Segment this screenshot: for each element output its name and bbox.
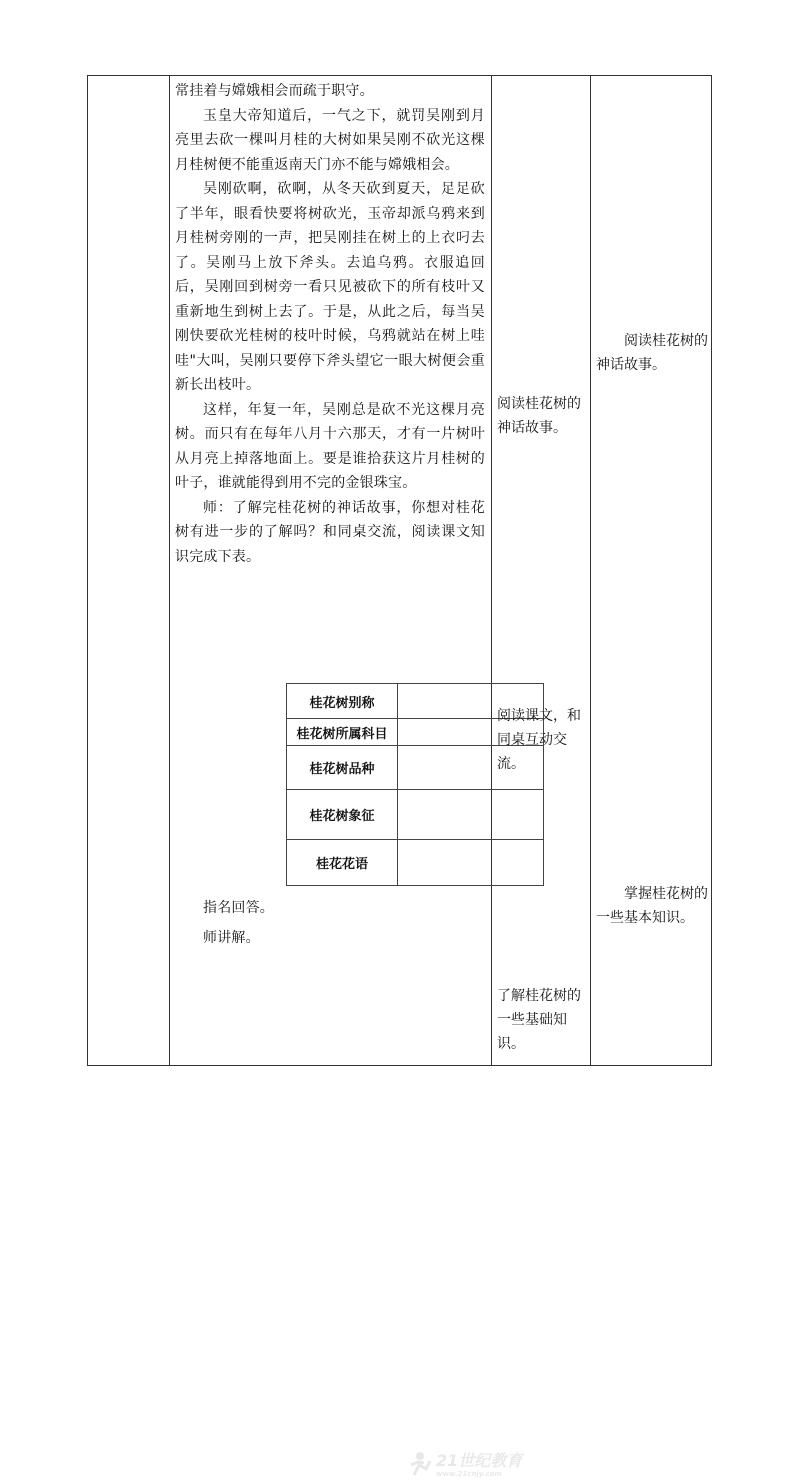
student-activity-content [492, 76, 590, 1065]
student-activity-3: 了解桂花树的一些基础知识。 [497, 988, 581, 1052]
row-label: 桂花花语 [287, 840, 398, 886]
watermark-logo [406, 1449, 546, 1479]
lesson-table [87, 75, 712, 1478]
call-on-answer: 指名回答。 [203, 900, 274, 916]
design-intent-2: 掌握桂花树的一些基本知识。 [596, 886, 708, 926]
story-paragraph-4: 这样，年复一年，吴刚总是砍不光这棵月亮树。而只有在每年八月十六那天，才有一片树叶从月亮上掉落地面上。要是谁拾获这片月桂树的叶子，谁就能得到用不完的金银珠宝。 [175, 401, 485, 491]
story-paragraph-1: 常挂着与嫦娥相会而疏于职守。 [175, 83, 374, 99]
design-intent-cell [591, 76, 712, 1066]
row-label: 桂花树所属科目 [287, 719, 398, 746]
after-table-text [170, 896, 491, 950]
stage-column-cell [88, 76, 170, 1066]
row-label: 桂花树品种 [287, 746, 398, 790]
row-label: 桂花树象征 [287, 790, 398, 840]
watermark-url: www.21cnjy.com [436, 1470, 502, 1478]
row-label: 桂花树别称 [287, 684, 398, 719]
teacher-explains: 师讲解。 [203, 929, 260, 946]
design-intent-content [591, 76, 711, 1065]
teacher-activity-cell [170, 76, 523, 1478]
student-activity-2: 阅读课文，和同桌互动交流。 [497, 708, 581, 772]
teacher-activity-content [170, 76, 523, 1478]
runner-icon [406, 1449, 546, 1479]
story-paragraph-2: 玉皇大帝知道后，一气之下，就罚吴刚到月亮里去砍一棵叫月桂的大树如果吴刚不砍光这棵月桂树便不能重返南天门亦不能与嫦娥相会。 [175, 107, 485, 173]
student-activity-1: 阅读桂花树的神话故事。 [497, 396, 581, 436]
story-paragraph-3: 吴刚砍啊，砍啊，从冬天砍到夏天，足足砍了半年，眼看快要将树砍光，玉帝却派乌鸦来到月桂树旁刚的一声，把吴刚挂在树上的上衣叼去了。吴刚马上放下斧头。去追乌鸦。衣服追回后，吴刚回到树旁一看只见被砍下的所有枝叶又重新地生到树上去了。于是，从此之后，每当吴刚快要砍光桂树的枝叶时候，乌鸦就站在树上哇哇"大叫，吴刚只要停下斧头望它一眼大树便会重新长出枝叶。 [175, 181, 485, 393]
teacher-prompt: 师：了解完桂花树的神话故事，你想对桂花树有进一步的了解吗？和同桌交流，阅读课文知识完成下表。 [175, 499, 485, 565]
watermark-brand: 21世纪教育 [436, 1451, 523, 1470]
design-intent-1: 阅读桂花树的神话故事。 [596, 333, 708, 373]
student-activity-cell [492, 76, 591, 1066]
